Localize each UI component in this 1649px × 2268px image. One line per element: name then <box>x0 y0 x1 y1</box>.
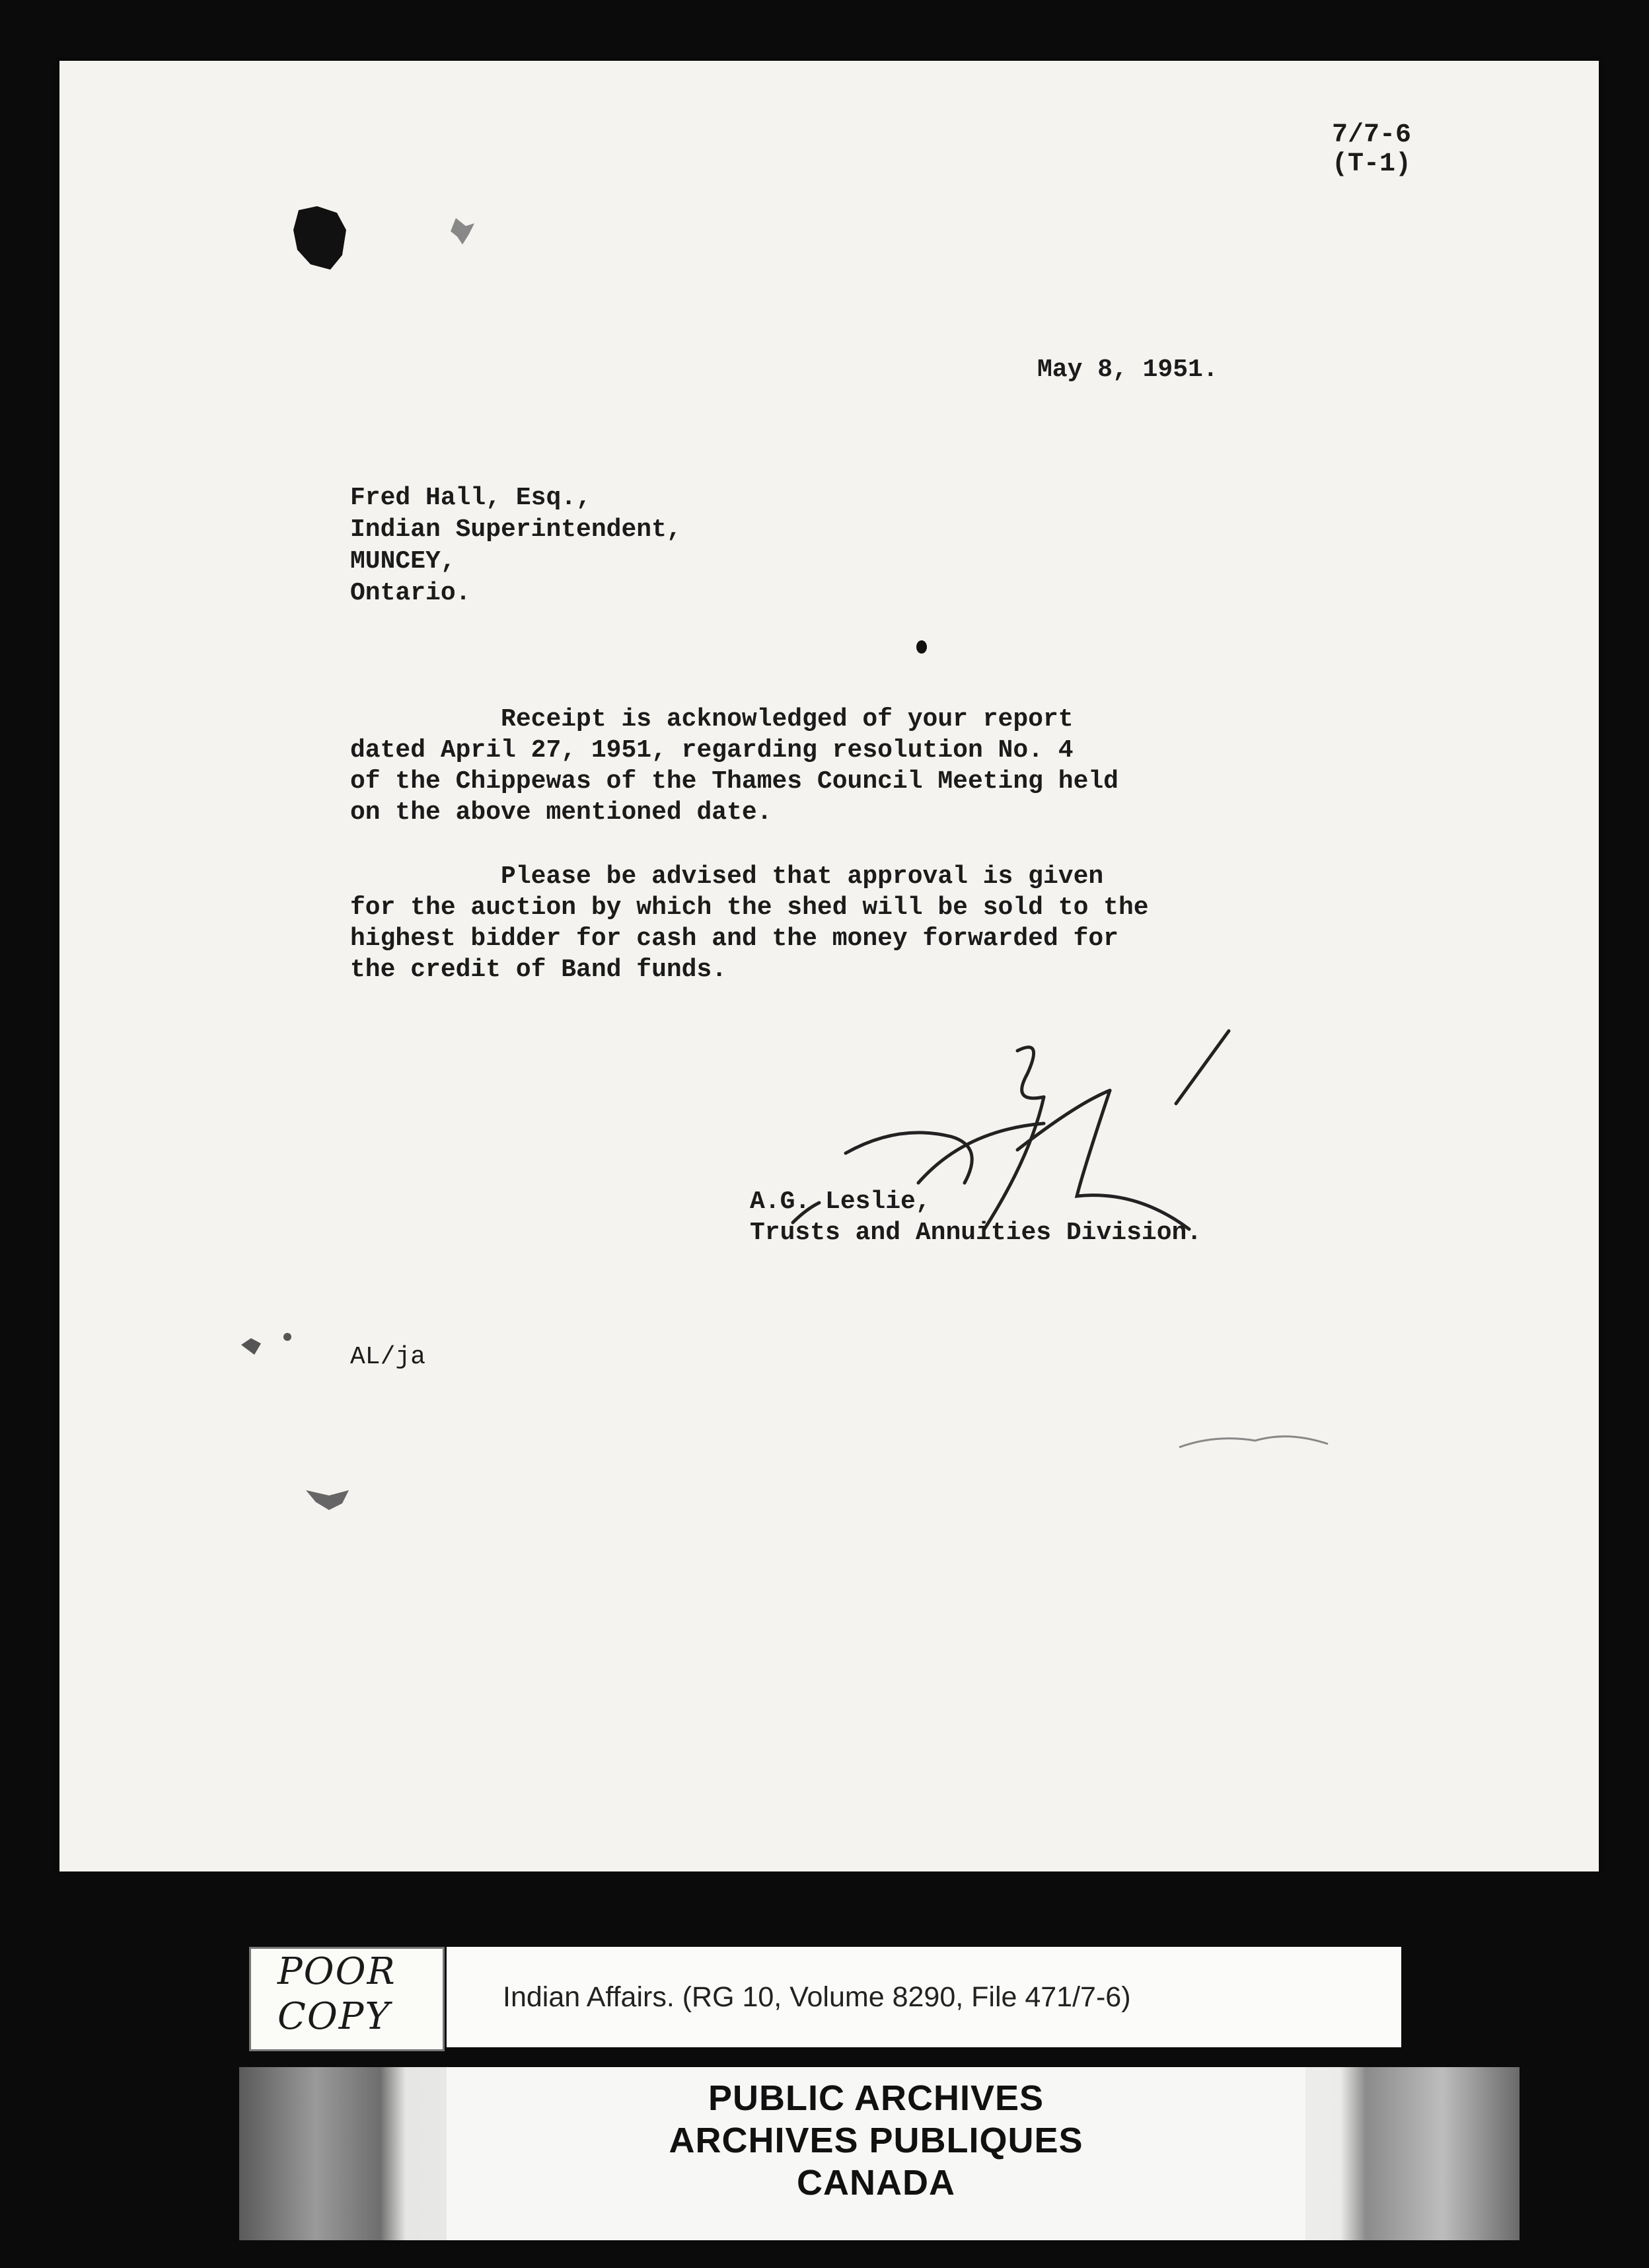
source-caption-box <box>447 1947 1401 2047</box>
archives-line-fr: ARCHIVES PUBLIQUES <box>669 2121 1083 2160</box>
ink-dot <box>915 640 928 654</box>
archives-stamp <box>447 2067 1305 2240</box>
signatory-name: A.G. Leslie, <box>750 1188 931 1216</box>
body-paragraph-2: Please be advised that approval is given for the auction by which the shed will be sold to the highest bidder for cash and the money forwarded for the credit of Band funds. <box>350 862 1149 984</box>
typist-initials: AL/ja <box>350 1343 426 1371</box>
body-paragraph-1: Receipt is acknowledged of your report dated April 27, 1951, regarding resolution No. 4 of the Chippewas of the Thames Council Meeting held on the above mentioned date. <box>350 705 1118 827</box>
letter-date: May 8, 1951. <box>1037 356 1218 384</box>
source-caption: Indian Affairs. (RG 10, Volume 8290, File 471/7-6) <box>503 1981 1131 2013</box>
poor-copy-stamp: POOR COPY <box>249 1947 445 2051</box>
archives-stamp-strip <box>239 2067 1520 2240</box>
signatory-division: Trusts and Annuities Division. <box>750 1219 1202 1247</box>
pen-stroke <box>1176 1427 1335 1454</box>
addressee-line: Fred Hall, Esq., <box>350 484 591 512</box>
archives-line-country: CANADA <box>797 2163 955 2203</box>
archives-line-en: PUBLIC ARCHIVES <box>708 2078 1044 2118</box>
ink-blot <box>291 204 350 276</box>
ink-speck-left <box>235 1325 307 1365</box>
ink-speck-lower <box>303 1484 355 1517</box>
addressee-line: MUNCEY, <box>350 547 456 576</box>
addressee-line: Indian Superintendent, <box>350 515 682 544</box>
file-reference: 7/7-6 (T-1) <box>1332 120 1412 179</box>
addressee-block <box>350 482 682 609</box>
ink-speck <box>443 211 482 258</box>
signatory-block <box>750 1186 1202 1248</box>
addressee-line: Ontario. <box>350 579 471 607</box>
